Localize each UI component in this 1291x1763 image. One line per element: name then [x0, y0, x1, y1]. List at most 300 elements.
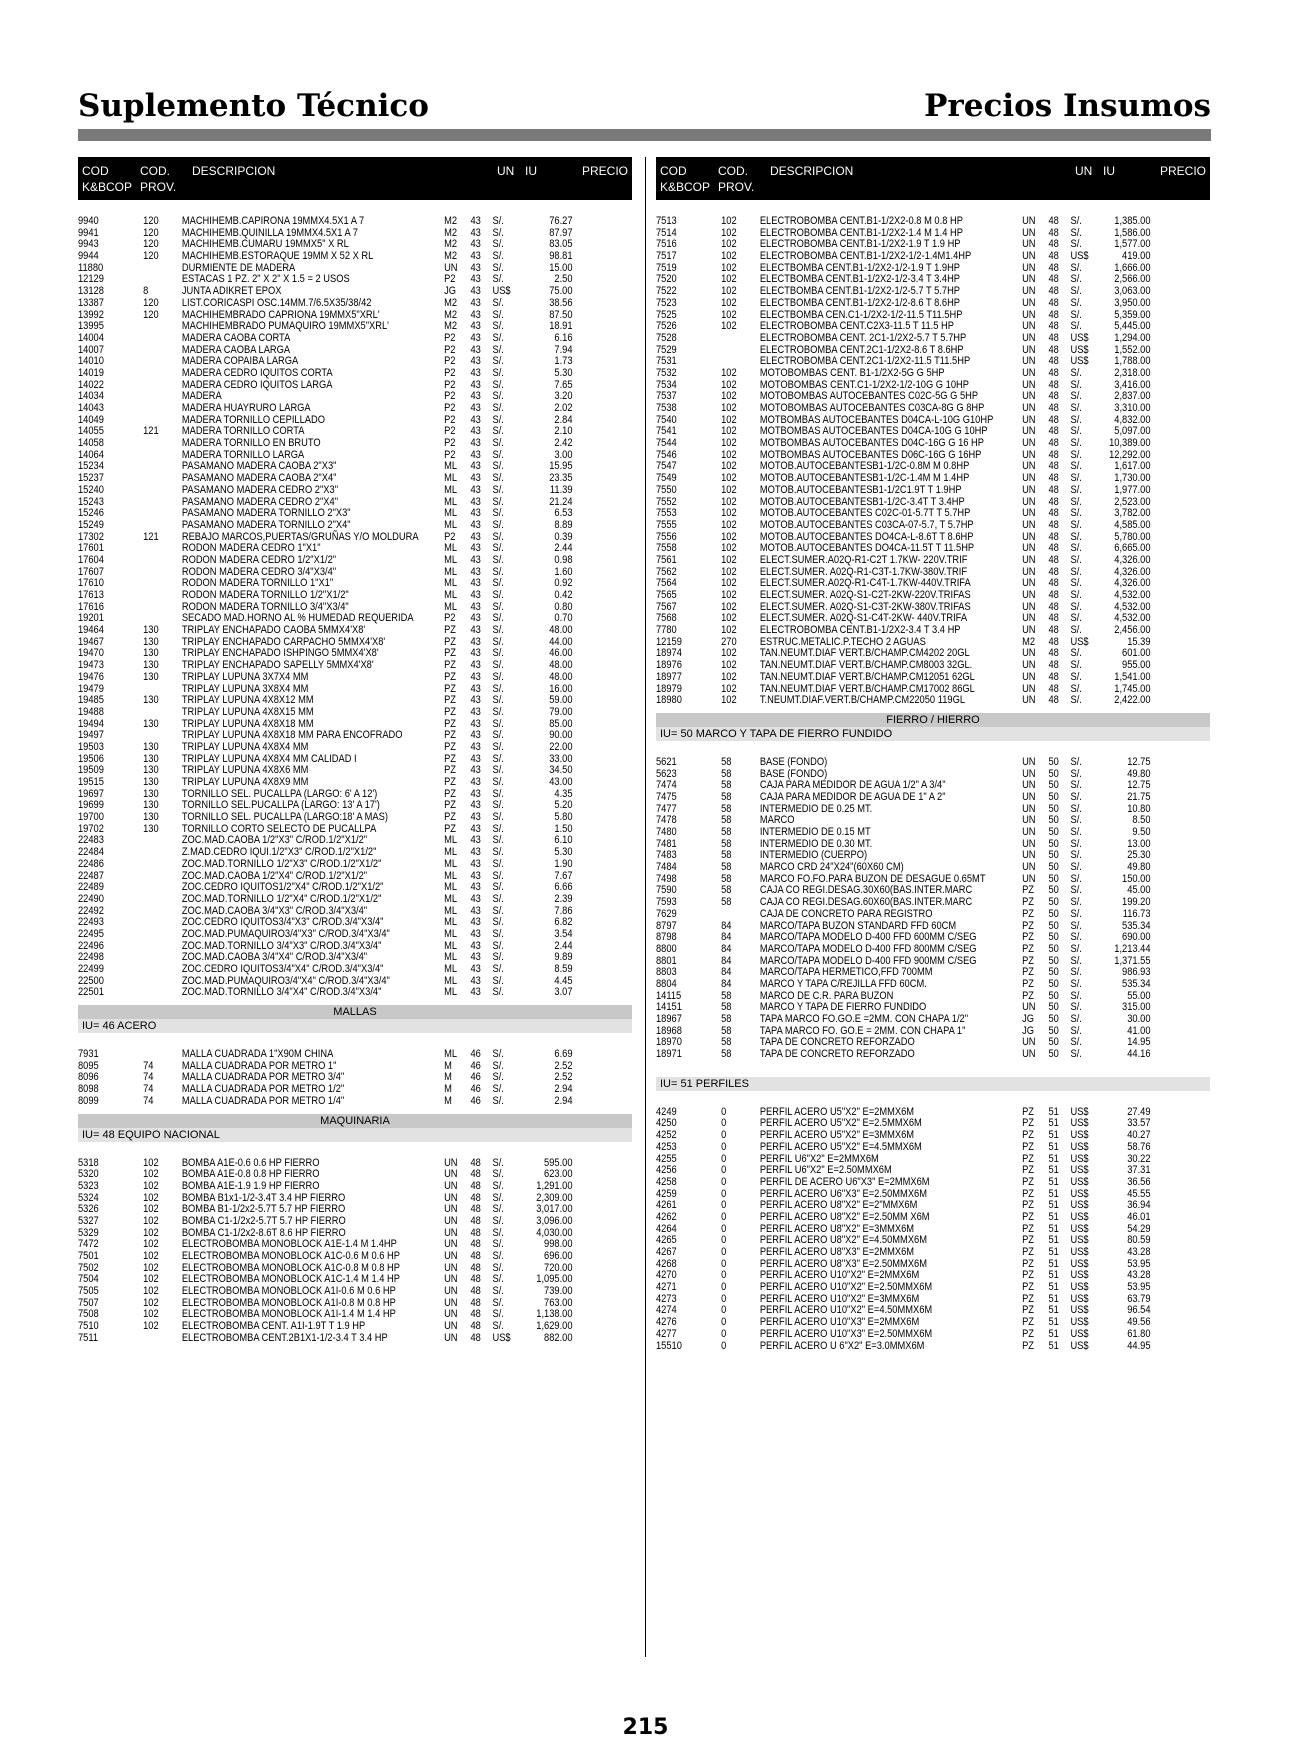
cod-cell: 14049 — [78, 413, 104, 426]
currency-cell: S/. — [492, 250, 504, 263]
cod-cell: 5318 — [78, 1156, 99, 1169]
table-row — [78, 356, 632, 368]
cod-cell: 4267 — [656, 1246, 677, 1258]
currency-cell: S/. — [492, 1261, 504, 1274]
currency-cell: US$ — [1070, 1234, 1089, 1247]
un-cell: PZ — [444, 787, 457, 800]
currency-cell: S/. — [1070, 448, 1082, 461]
un-cell: PZ — [1022, 1304, 1035, 1317]
un-cell: PZ — [444, 752, 457, 765]
currency-cell: US$ — [1070, 1152, 1089, 1165]
currency-cell: S/. — [492, 553, 504, 566]
cod-prov-cell: 130 — [143, 717, 159, 730]
cod-prov-cell: 58 — [721, 755, 732, 768]
currency-cell: S/. — [492, 1179, 504, 1192]
descripcion-cell: MARCO Y TAPA DE FIERRO FUNDIDO — [759, 1001, 927, 1014]
descripcion-cell: MARCO CRD 24"X24"(60X60 CM) — [759, 861, 904, 874]
cod-prov-cell: 102 — [721, 518, 737, 531]
un-cell: UN — [1022, 861, 1036, 874]
iu-cell: 43 — [470, 413, 481, 426]
iu-cell: 48 — [1048, 343, 1059, 356]
cod-prov-cell: 102 — [721, 659, 737, 672]
iu-cell: 50 — [1048, 1001, 1059, 1014]
precio-cell: 85.00 — [549, 717, 573, 730]
cod-prov-cell: 74 — [143, 1094, 154, 1107]
cod-cell: 12129 — [78, 273, 104, 286]
table-row — [78, 532, 632, 544]
descripcion-cell: ZOC.MAD.TORNILLO 1/2"X4" C/ROD.1/2"X1/2" — [181, 892, 382, 905]
currency-cell: US$ — [1070, 1187, 1089, 1200]
cod-prov-cell: 102 — [143, 1168, 159, 1181]
un-cell: PZ — [1022, 1187, 1035, 1200]
currency-cell: S/. — [492, 308, 504, 321]
cod-prov-cell: 102 — [143, 1296, 159, 1309]
cod-cell: 19700 — [78, 811, 104, 824]
currency-cell: S/. — [1070, 366, 1082, 379]
precio-cell: 15.39 — [1127, 635, 1151, 648]
currency-cell: US$ — [1070, 1281, 1089, 1294]
currency-cell: S/. — [492, 296, 504, 309]
cod-cell: 9943 — [78, 238, 99, 251]
descripcion-cell: ELECTBOMBA CEN.C1-1/2X2-1/2-11.5 T11.5HP — [759, 308, 963, 321]
currency-cell: S/. — [492, 822, 504, 835]
precio-cell: 6.10 — [554, 834, 573, 847]
descripcion-cell: TRIPLAY ENCHAPADO ISHPINGO 5MMX4'X8' — [181, 647, 379, 660]
currency-cell: S/. — [492, 1285, 504, 1298]
iu-cell: 43 — [470, 553, 481, 566]
un-cell: UN — [1022, 767, 1036, 780]
iu-cell: 43 — [470, 974, 481, 987]
iu-cell: 48 — [1048, 413, 1059, 426]
cod-cell: 7629 — [656, 907, 677, 920]
descripcion-cell: BOMBA B1-1/2x2-5.7T 5.7 HP FIERRO — [181, 1203, 346, 1216]
un-cell: UN — [1022, 1036, 1036, 1049]
cod-cell: 22496 — [78, 939, 104, 952]
cod-cell: 8804 — [656, 977, 677, 990]
descripcion-cell: TRIPLAY LUPUNA 4X8X12 MM — [181, 694, 314, 707]
precio-cell: 11.39 — [549, 483, 573, 496]
descripcion-cell: MARCO/TAPA HERMETICO,FFD 700MM — [759, 966, 933, 979]
cod-prov-cell: 0 — [721, 1152, 727, 1165]
descripcion-cell: ZOC.MAD.TORNILLO 3/4"X4" C/ROD.3/4"X3/4" — [181, 986, 382, 999]
cod-prov-cell: 102 — [721, 378, 737, 391]
cod-cell: 7593 — [656, 896, 677, 909]
currency-cell: S/. — [492, 1203, 504, 1216]
descripcion-cell: TRIPLAY LUPUNA 4X8X18 MM — [181, 717, 314, 730]
cod-prov-cell: 102 — [721, 600, 737, 613]
cod-prov-cell: 84 — [721, 919, 732, 932]
cod-prov-cell: 102 — [721, 460, 737, 473]
cod-prov-cell: 58 — [721, 767, 732, 780]
descripcion-cell: PERFIL ACERO U5"X2" E=2.5MMX6M — [759, 1117, 922, 1130]
iu-cell: 48 — [1048, 273, 1059, 286]
cod-cell: 4268 — [656, 1257, 677, 1270]
table-row — [78, 321, 632, 333]
descripcion-cell: REBAJO MARCOS,PUERTAS/GRUÑAS Y/O MOLDURA — [181, 530, 419, 543]
currency-cell: S/. — [492, 1308, 504, 1321]
precio-cell: 1,586.00 — [1114, 226, 1151, 239]
descripcion-cell: TAN.NEUMT.DIAF VERT.B/CHAMP.CM17002 86GL — [759, 682, 975, 695]
precio-cell: 3,310.00 — [1114, 402, 1151, 414]
un-cell: UN — [1022, 226, 1036, 239]
precio-cell: 10.80 — [1127, 802, 1151, 815]
cod-cell: 18977 — [656, 670, 682, 683]
cod-cell: 4250 — [656, 1117, 677, 1130]
cod-prov-cell: 102 — [721, 612, 737, 625]
currency-cell: S/. — [1070, 755, 1082, 768]
un-cell: P2 — [444, 343, 456, 356]
cod-cell: 17604 — [78, 553, 104, 566]
precio-cell: 986.93 — [1122, 966, 1151, 979]
precio-cell: 37.31 — [1127, 1164, 1151, 1177]
cod-prov-cell: 58 — [721, 790, 732, 803]
cod-prov-cell: 0 — [721, 1257, 727, 1270]
un-cell: UN — [1022, 285, 1036, 298]
currency-cell: S/. — [492, 612, 504, 625]
precio-cell: 998.00 — [544, 1238, 573, 1251]
iu-cell: 48 — [470, 1168, 481, 1181]
table-row — [656, 804, 1210, 816]
iu-cell: 43 — [470, 659, 481, 672]
cod-prov-cell: 58 — [721, 826, 732, 838]
un-cell: UN — [1022, 320, 1036, 333]
iu-cell: 50 — [1048, 942, 1059, 955]
precio-cell: 12.75 — [1127, 779, 1151, 792]
cod-prov-cell: 102 — [721, 285, 737, 298]
iu-cell: 48 — [1048, 647, 1059, 660]
un-cell: M — [444, 1071, 452, 1084]
iu-cell: 43 — [470, 565, 481, 578]
precio-cell: 1,138.00 — [536, 1308, 573, 1321]
iu-cell: 43 — [470, 857, 481, 870]
descripcion-cell: ELECTROBOMBA CENT.2C1-1/2X2-11.5 T11.5HP — [759, 355, 971, 368]
precio-cell: 21.75 — [1127, 790, 1151, 803]
currency-cell: S/. — [1070, 285, 1082, 298]
un-cell: PZ — [1022, 1199, 1035, 1212]
un-cell: PZ — [444, 799, 457, 812]
un-cell: P2 — [444, 331, 456, 344]
cod-cell: 7472 — [78, 1238, 99, 1251]
descripcion-cell: TAPA MARCO FO.GO.E =2MM. CON CHAPA 1/2" — [759, 1013, 969, 1025]
un-cell: UN — [1022, 682, 1036, 695]
un-cell: UN — [1022, 413, 1036, 426]
currency-cell: S/. — [492, 787, 504, 800]
descripcion-cell: RODON MADERA CEDRO 1"X1" — [181, 542, 321, 555]
un-cell: PZ — [444, 764, 457, 777]
descripcion-cell: ELECTBOMBA CENT.B1-1/2X2-1/2-5.7 T 5.7HP — [759, 285, 961, 298]
precio-cell: 5,780.00 — [1114, 530, 1151, 543]
un-cell: PZ — [1022, 1257, 1035, 1270]
precio-cell: 0.92 — [554, 577, 573, 590]
cod-cell: 19467 — [78, 635, 104, 648]
cod-prov-cell: 102 — [143, 1226, 159, 1239]
precio-cell: 1.90 — [554, 857, 573, 870]
cod-prov-cell: 0 — [721, 1210, 727, 1223]
iu-cell: 50 — [1048, 931, 1059, 944]
currency-cell: S/. — [1070, 919, 1082, 932]
cod-cell: 15240 — [78, 483, 104, 496]
currency-cell: S/. — [1070, 624, 1082, 637]
un-cell: PZ — [1022, 1105, 1035, 1118]
cod-cell: 7511 — [78, 1331, 99, 1344]
currency-cell: S/. — [492, 1156, 504, 1169]
cod-prov-cell: 102 — [143, 1156, 159, 1169]
descripcion-cell: ELECTROBOMBA CENT.2B1X1-1/2-3.4 T 3.4 HP — [181, 1331, 388, 1344]
cod-cell: 7498 — [656, 872, 677, 885]
un-cell: UN — [1022, 565, 1036, 578]
cod-prov-cell: 102 — [143, 1250, 159, 1262]
descripcion-cell: CAJA PARA MEDIDOR DE AGUA 1/2" A 3/4" — [759, 779, 946, 792]
un-cell: ML — [444, 542, 458, 555]
un-cell: M2 — [444, 308, 458, 321]
cod-prov-cell: 0 — [721, 1304, 727, 1317]
iu-cell: 43 — [470, 624, 481, 637]
iu-cell: 43 — [470, 916, 481, 929]
cod-cell: 9941 — [78, 226, 99, 239]
cod-cell: 7525 — [656, 308, 677, 321]
currency-cell: US$ — [1070, 1339, 1089, 1352]
precio-cell: 2.44 — [554, 542, 573, 555]
cod-prov-cell: 0 — [721, 1292, 727, 1305]
precio-cell: 7.94 — [554, 343, 573, 356]
iu-cell: 48 — [470, 1191, 481, 1204]
iu-cell: 43 — [470, 776, 481, 788]
precio-cell: 4.35 — [554, 787, 573, 800]
cod-cell: 22495 — [78, 927, 104, 940]
cod-prov-cell: 121 — [143, 425, 159, 438]
cod-prov-cell: 102 — [143, 1238, 159, 1251]
descripcion-cell: ELECT.SUMER. A02Q-S1-C4T-2KW- 440V.TRIFA — [759, 612, 968, 625]
precio-cell: 2.10 — [554, 425, 573, 438]
currency-cell: US$ — [1070, 1105, 1089, 1118]
page-number: 215 — [622, 1715, 669, 1740]
descripcion-cell: TAN.NEUMT.DIAF VERT.B/CHAMP.CM8003 32GL. — [759, 659, 973, 672]
cod-prov-cell: 130 — [143, 624, 159, 637]
precio-cell: 4.45 — [554, 974, 573, 987]
un-cell: ML — [444, 963, 458, 975]
descripcion-cell: MOTBOMBAS AUTOCEBANTES D04CA-10G G 10HP — [759, 425, 988, 438]
cod-cell: 7480 — [656, 826, 677, 838]
currency-cell: US$ — [1070, 1257, 1089, 1270]
cod-cell: 7568 — [656, 612, 677, 625]
cod-prov-cell: 102 — [721, 553, 737, 566]
cod-cell: 19473 — [78, 659, 104, 672]
cod-prov-cell: 130 — [143, 787, 159, 800]
precio-cell: 8.50 — [1132, 814, 1151, 827]
descripcion-cell: TRIPLAY LUPUNA 4X8X18 MM PARA ENCOFRADO — [181, 729, 403, 742]
iu-cell: 48 — [1048, 495, 1059, 508]
document-title: Suplemento Técnico — [78, 88, 429, 124]
currency-cell: S/. — [492, 215, 504, 227]
un-cell: UN — [444, 1191, 458, 1204]
cod-prov-cell: 0 — [721, 1246, 727, 1258]
currency-cell: S/. — [1070, 542, 1082, 555]
precio-cell: 41.00 — [1127, 1024, 1151, 1037]
table-row — [78, 508, 632, 520]
currency-cell: S/. — [1070, 308, 1082, 321]
un-cell: PZ — [444, 729, 457, 742]
un-cell: P2 — [444, 402, 456, 414]
cod-cell: 5621 — [656, 755, 677, 768]
precio-cell: 1,385.00 — [1114, 215, 1151, 227]
descripcion-cell: ELECTROBOMBA MONOBLOCK A1I-0.6 M 0.6 HP — [181, 1285, 396, 1298]
precio-cell: 955.00 — [1122, 659, 1151, 672]
iu-cell: 51 — [1048, 1129, 1059, 1142]
iu-cell: 48 — [1048, 670, 1059, 683]
column-divider — [645, 157, 646, 1657]
un-cell: P2 — [444, 366, 456, 379]
un-cell: PZ — [1022, 977, 1035, 990]
cod-prov-cell: 130 — [143, 776, 159, 788]
currency-cell: S/. — [492, 1094, 504, 1107]
descripcion-cell: PASAMANO MADERA CAOBA 2"X4" — [181, 472, 337, 485]
cod-cell: 15234 — [78, 460, 104, 473]
cod-cell: 17302 — [78, 530, 104, 543]
cod-prov-cell: 130 — [143, 740, 159, 753]
table-row — [78, 391, 632, 403]
cod-cell: 7780 — [656, 624, 677, 637]
cod-prov-cell: 102 — [721, 261, 737, 274]
currency-cell: S/. — [492, 1238, 504, 1251]
currency-cell: S/. — [492, 1168, 504, 1181]
cod-cell: 14043 — [78, 402, 104, 414]
un-cell: PZ — [444, 717, 457, 730]
cod-prov-cell: 0 — [721, 1234, 727, 1247]
descripcion-cell: MADERA HUAYRURO LARGA — [181, 402, 311, 414]
currency-cell: S/. — [1070, 1001, 1082, 1014]
un-cell: UN — [1022, 542, 1036, 555]
iu-cell: 43 — [470, 507, 481, 520]
precio-cell: 12,292.00 — [1109, 448, 1151, 461]
currency-cell: S/. — [1070, 1013, 1082, 1025]
currency-cell: S/. — [492, 448, 504, 461]
un-cell: ML — [444, 495, 458, 508]
currency-cell: S/. — [1070, 802, 1082, 815]
descripcion-cell: PERFIL ACERO U8"X3" E=2MMX6M — [759, 1246, 915, 1258]
cod-cell: 9940 — [78, 215, 99, 227]
currency-cell: S/. — [492, 740, 504, 753]
iu-cell: 51 — [1048, 1281, 1059, 1294]
un-cell: UN — [1022, 402, 1036, 414]
descripcion-cell: ESTACAS 1 PZ. 2" X 2" X 1.5 = 2 USOS — [181, 273, 350, 286]
currency-cell: S/. — [1070, 320, 1082, 333]
cod-cell: 14058 — [78, 437, 104, 450]
descripcion-cell: ELECTBOMBA CENT.B1-1/2X2-1/2-8.6 T 8.6HP — [759, 296, 961, 309]
iu-cell: 43 — [470, 705, 481, 718]
iu-cell: 43 — [470, 740, 481, 753]
descripcion-cell: ZOC.MAD.PUMAQUIRO3/4"X3" C/ROD.3/4"X3/4" — [181, 927, 390, 940]
iu-cell: 51 — [1048, 1292, 1059, 1305]
cod-cell: 7501 — [78, 1250, 99, 1262]
cod-cell: 18976 — [656, 659, 682, 672]
precio-cell: 1,730.00 — [1114, 472, 1151, 485]
iu-cell: 43 — [470, 939, 481, 952]
precio-cell: 15.95 — [549, 460, 573, 473]
iu-cell: 50 — [1048, 849, 1059, 862]
iu-cell: 48 — [1048, 565, 1059, 578]
un-cell: M2 — [444, 226, 458, 239]
cod-cell: 7504 — [78, 1273, 99, 1286]
descripcion-cell: PERFIL ACERO U8"X2" E=2"MMX6M — [759, 1199, 918, 1212]
section-heading: MAQUINARIA — [78, 1114, 632, 1128]
header-cod-prov: COD. PROV. — [718, 164, 755, 194]
cod-cell: 8800 — [656, 942, 677, 955]
iu-cell: 51 — [1048, 1164, 1059, 1177]
cod-prov-cell: 102 — [721, 390, 737, 403]
precio-cell: 79.00 — [549, 705, 573, 718]
iu-cell: 43 — [470, 215, 481, 227]
currency-cell: S/. — [1070, 238, 1082, 251]
descripcion-cell: CAJA CO REGI.DESAG.30X60(BAS.INTER.MARC — [759, 884, 973, 897]
table-row — [78, 1333, 632, 1345]
currency-cell: S/. — [492, 1191, 504, 1204]
currency-cell: S/. — [492, 366, 504, 379]
cod-cell: 8803 — [656, 966, 677, 979]
precio-cell: 53.95 — [1127, 1257, 1151, 1270]
cod-cell: 8095 — [78, 1059, 99, 1072]
cod-prov-cell: 102 — [721, 226, 737, 239]
descripcion-cell: ZOC.MAD.CAOBA 3/4"X3" C/ROD.3/4"X3/4" — [181, 904, 368, 917]
cod-cell: 4252 — [656, 1129, 677, 1142]
cod-prov-cell: 58 — [721, 884, 732, 897]
un-cell: UN — [1022, 460, 1036, 473]
cod-prov-cell: 120 — [143, 226, 159, 239]
spacer — [78, 1142, 632, 1158]
iu-cell: 43 — [470, 881, 481, 894]
iu-cell: 43 — [470, 904, 481, 917]
un-cell: UN — [1022, 612, 1036, 625]
table-row — [78, 590, 632, 602]
right-price-column — [656, 157, 1210, 1352]
currency-cell: S/. — [492, 776, 504, 788]
un-cell: UN — [1022, 802, 1036, 815]
precio-cell: 1,552.00 — [1114, 343, 1151, 356]
currency-cell: S/. — [492, 577, 504, 590]
cod-cell: 4259 — [656, 1187, 677, 1200]
iu-cell: 43 — [470, 600, 481, 613]
precio-cell: 44.95 — [1127, 1339, 1151, 1352]
cod-prov-cell: 8 — [143, 285, 149, 298]
un-cell: UN — [1022, 437, 1036, 450]
cod-cell: 7528 — [656, 331, 677, 344]
descripcion-cell: JUNTA ADIKRET EPOX — [181, 285, 282, 298]
cod-prov-cell: 102 — [721, 402, 737, 414]
un-cell: UN — [1022, 755, 1036, 768]
un-cell: UN — [444, 1273, 458, 1286]
un-cell: ML — [444, 460, 458, 473]
currency-cell: S/. — [1070, 767, 1082, 780]
cod-cell: 4261 — [656, 1199, 677, 1212]
cod-prov-cell: 58 — [721, 861, 732, 874]
precio-cell: 58.76 — [1127, 1140, 1151, 1153]
currency-cell: S/. — [492, 647, 504, 660]
un-cell: ML — [444, 483, 458, 496]
un-cell: PZ — [1022, 1210, 1035, 1223]
iu-cell: 48 — [1048, 261, 1059, 274]
descripcion-cell: MOTOBOMBAS AUTOCEBANTES C03CA-8G G 8HP — [759, 402, 985, 414]
cod-prov-cell: 58 — [721, 989, 732, 1002]
iu-cell: 48 — [1048, 425, 1059, 438]
currency-cell: S/. — [492, 413, 504, 426]
precio-cell: 3.07 — [554, 986, 573, 999]
precio-cell: 87.50 — [549, 308, 573, 321]
precio-cell: 63.79 — [1127, 1292, 1151, 1305]
un-cell: M2 — [444, 320, 458, 333]
descripcion-cell: MOTOB.AUTOCEBANTES C02C-01-5.7T T 5.7HP — [759, 507, 971, 520]
cod-prov-cell: 102 — [143, 1285, 159, 1298]
iu-cell: 51 — [1048, 1199, 1059, 1212]
un-cell: UN — [1022, 624, 1036, 637]
